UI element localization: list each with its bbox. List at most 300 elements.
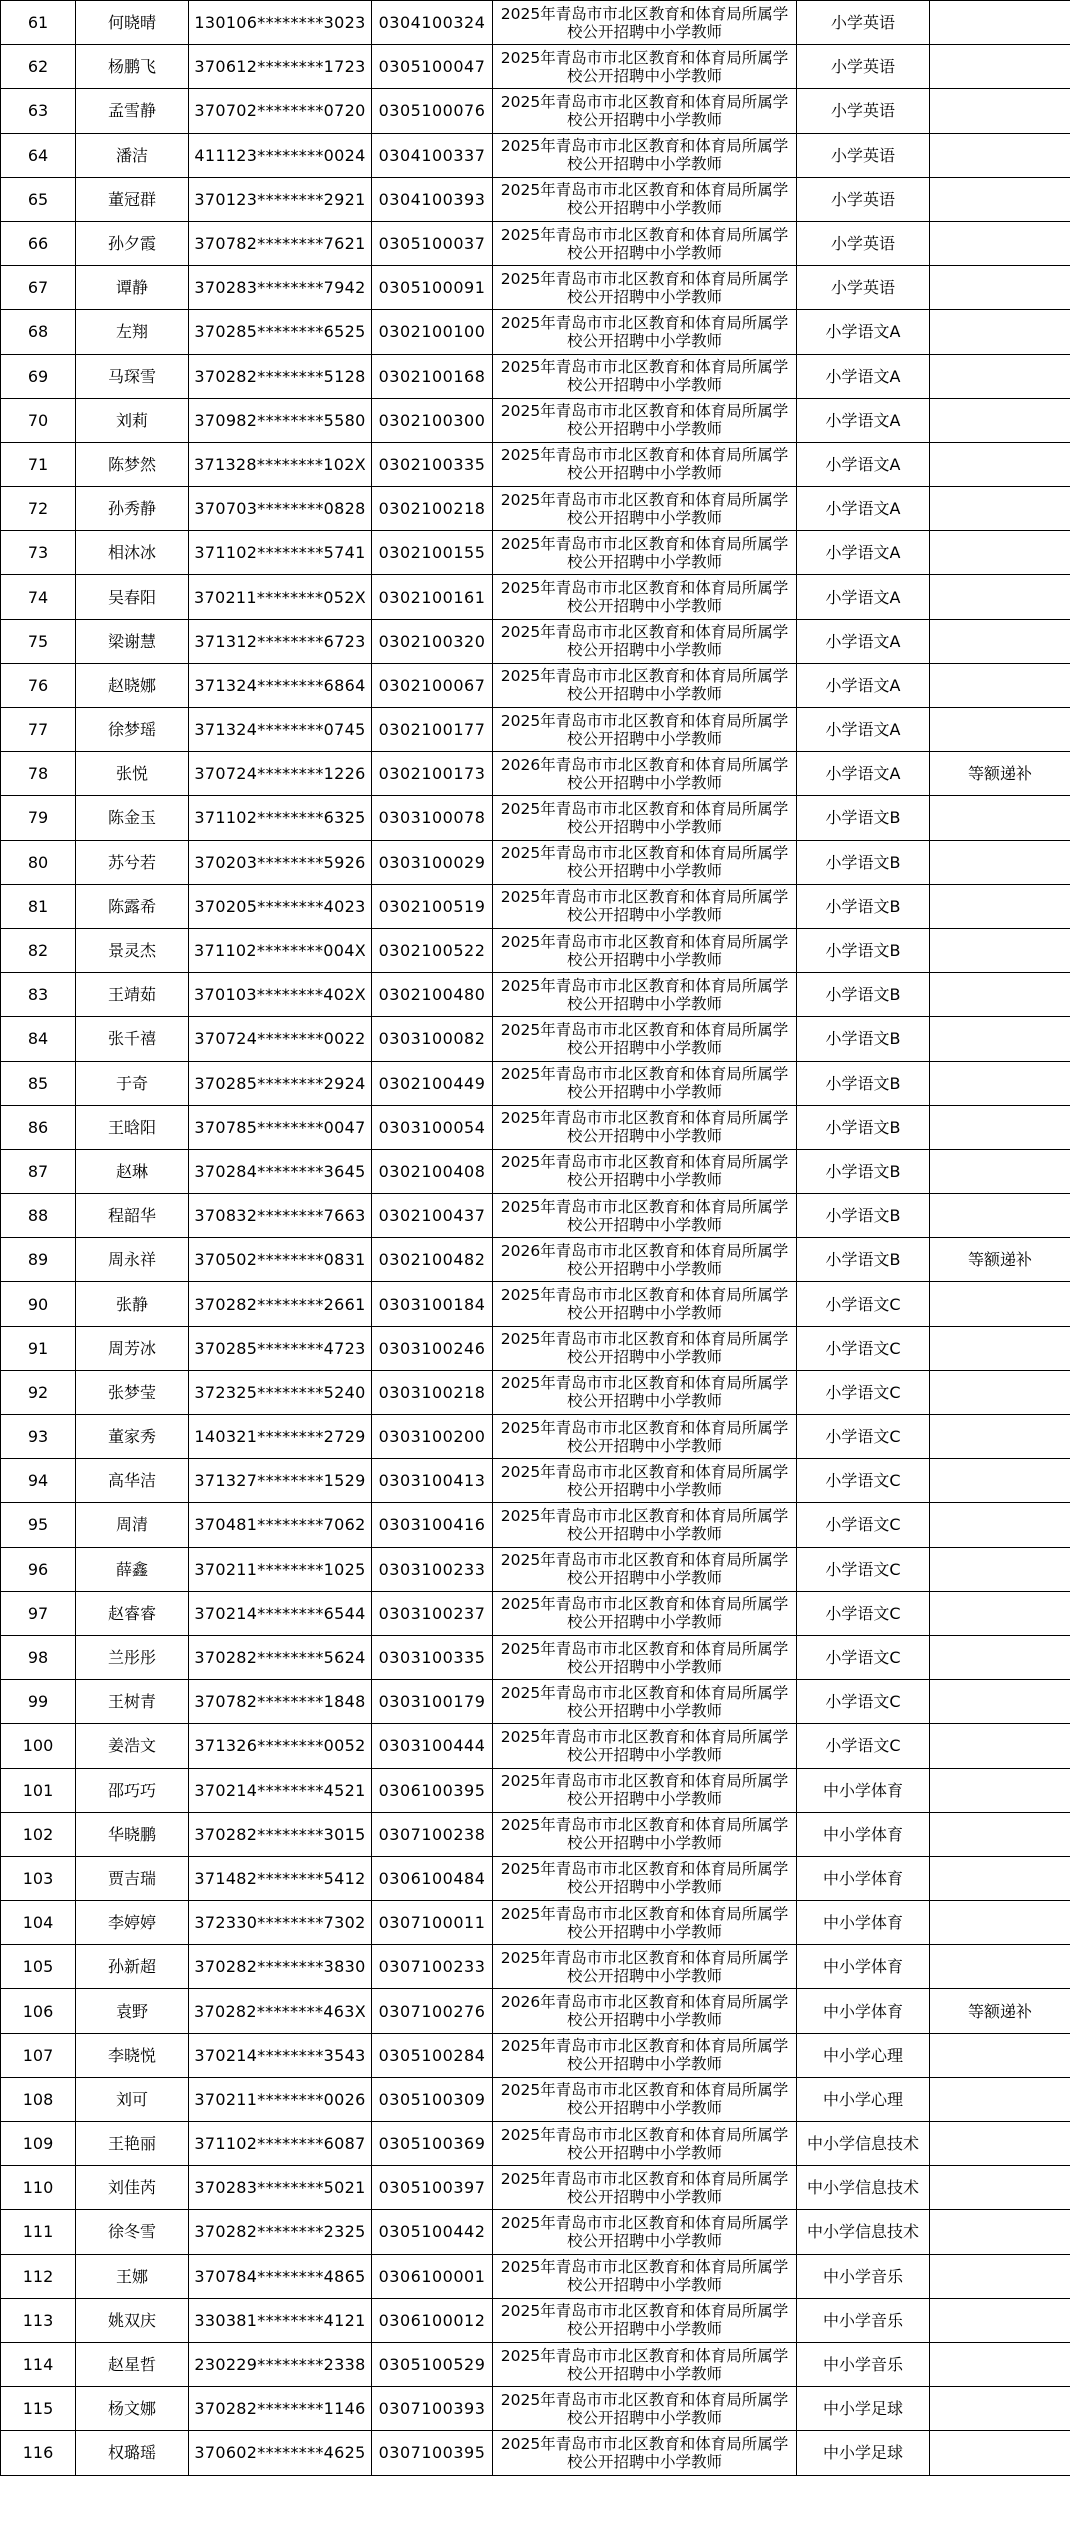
note-cell: [930, 1194, 1070, 1238]
note-cell: [930, 1547, 1070, 1591]
table-row: [1, 2387, 1070, 2431]
id-number-cell: 370283********5021: [189, 2166, 372, 2210]
table-row: [1, 531, 1070, 575]
id-number-cell: 370211********1025: [189, 1547, 372, 1591]
note-cell: [930, 2431, 1070, 2475]
note-cell: [930, 398, 1070, 442]
recruitment-unit-cell: 2025年青岛市市北区教育和体育局所属学校公开招聘中小学教师: [493, 1901, 797, 1945]
candidate-name-cell: 孙夕霞: [76, 221, 189, 265]
recruitment-unit-cell: 2025年青岛市市北区教育和体育局所属学校公开招聘中小学教师: [493, 1194, 797, 1238]
position-cell: 小学语文C: [797, 1503, 930, 1547]
recruitment-unit-cell: 2025年青岛市市北区教育和体育局所属学校公开招聘中小学教师: [493, 2210, 797, 2254]
candidate-name-cell: 左翔: [76, 310, 189, 354]
recruitment-unit-cell: 2025年青岛市市北区教育和体育局所属学校公开招聘中小学教师: [493, 1856, 797, 1900]
recruitment-unit-cell: 2025年青岛市市北区教育和体育局所属学校公开招聘中小学教师: [493, 619, 797, 663]
note-cell: [930, 1, 1070, 45]
row-number-cell: 73: [1, 531, 76, 575]
position-cell: 中小学体育: [797, 1856, 930, 1900]
recruitment-unit-cell: 2025年青岛市市北区教育和体育局所属学校公开招聘中小学教师: [493, 928, 797, 972]
row-number-cell: 72: [1, 487, 76, 531]
note-cell: [930, 1680, 1070, 1724]
table-row: [1, 663, 1070, 707]
row-number-cell: 75: [1, 619, 76, 663]
candidate-name-cell: 梁谢慧: [76, 619, 189, 663]
position-cell: 小学语文B: [797, 884, 930, 928]
note-cell: 等额递补: [930, 752, 1070, 796]
table-row: [1, 1105, 1070, 1149]
recruitment-unit-cell: 2025年青岛市市北区教育和体育局所属学校公开招聘中小学教师: [493, 663, 797, 707]
id-number-cell: 372325********5240: [189, 1370, 372, 1414]
table-row: [1, 1945, 1070, 1989]
position-cell: 小学语文C: [797, 1370, 930, 1414]
id-number-cell: 370784********4865: [189, 2254, 372, 2298]
position-cell: 中小学信息技术: [797, 2122, 930, 2166]
position-cell: 中小学足球: [797, 2387, 930, 2431]
row-number-cell: 84: [1, 1017, 76, 1061]
candidate-name-cell: 王靖茹: [76, 973, 189, 1017]
exam-number-cell: 0303100218: [372, 1370, 493, 1414]
note-cell: 等额递补: [930, 1238, 1070, 1282]
row-number-cell: 98: [1, 1635, 76, 1679]
note-cell: [930, 1812, 1070, 1856]
row-number-cell: 108: [1, 2077, 76, 2121]
recruitment-unit-cell: 2025年青岛市市北区教育和体育局所属学校公开招聘中小学教师: [493, 575, 797, 619]
note-cell: [930, 840, 1070, 884]
table-row: [1, 1680, 1070, 1724]
row-number-cell: 91: [1, 1326, 76, 1370]
candidate-name-cell: 张静: [76, 1282, 189, 1326]
position-cell: 中小学心理: [797, 2077, 930, 2121]
candidate-name-cell: 周清: [76, 1503, 189, 1547]
id-number-cell: 370724********1226: [189, 752, 372, 796]
id-number-cell: 370282********2661: [189, 1282, 372, 1326]
position-cell: 小学语文B: [797, 1017, 930, 1061]
id-number-cell: 370282********3015: [189, 1812, 372, 1856]
exam-number-cell: 0303100335: [372, 1635, 493, 1679]
id-number-cell: 370285********2924: [189, 1061, 372, 1105]
recruitment-unit-cell: 2025年青岛市市北区教育和体育局所属学校公开招聘中小学教师: [493, 1724, 797, 1768]
table-row: [1, 1238, 1070, 1282]
note-cell: [930, 487, 1070, 531]
exam-number-cell: 0303100054: [372, 1105, 493, 1149]
row-number-cell: 100: [1, 1724, 76, 1768]
note-cell: [930, 1459, 1070, 1503]
note-cell: [930, 1017, 1070, 1061]
recruitment-unit-cell: 2025年青岛市市北区教育和体育局所属学校公开招聘中小学教师: [493, 1459, 797, 1503]
recruitment-unit-cell: 2025年青岛市市北区教育和体育局所属学校公开招聘中小学教师: [493, 398, 797, 442]
candidate-name-cell: 李婷婷: [76, 1901, 189, 1945]
recruitment-unit-cell: 2025年青岛市市北区教育和体育局所属学校公开招聘中小学教师: [493, 354, 797, 398]
exam-number-cell: 0305100037: [372, 221, 493, 265]
table-row: [1, 1459, 1070, 1503]
exam-number-cell: 0302100168: [372, 354, 493, 398]
table-row: [1, 752, 1070, 796]
id-number-cell: 370282********2325: [189, 2210, 372, 2254]
exam-number-cell: 0304100393: [372, 177, 493, 221]
recruitment-unit-cell: 2025年青岛市市北区教育和体育局所属学校公开招聘中小学教师: [493, 2077, 797, 2121]
id-number-cell: 372330********7302: [189, 1901, 372, 1945]
exam-number-cell: 0302100408: [372, 1149, 493, 1193]
exam-number-cell: 0303100233: [372, 1547, 493, 1591]
row-number-cell: 106: [1, 1989, 76, 2033]
position-cell: 小学英语: [797, 266, 930, 310]
position-cell: 中小学音乐: [797, 2342, 930, 2386]
row-number-cell: 114: [1, 2342, 76, 2386]
row-number-cell: 96: [1, 1547, 76, 1591]
candidate-name-cell: 相沐冰: [76, 531, 189, 575]
candidate-name-cell: 陈梦然: [76, 442, 189, 486]
row-number-cell: 94: [1, 1459, 76, 1503]
id-number-cell: 370782********1848: [189, 1680, 372, 1724]
recruitment-unit-cell: 2025年青岛市市北区教育和体育局所属学校公开招聘中小学教师: [493, 133, 797, 177]
position-cell: 小学语文A: [797, 398, 930, 442]
row-number-cell: 87: [1, 1149, 76, 1193]
recruitment-unit-cell: 2025年青岛市市北区教育和体育局所属学校公开招聘中小学教师: [493, 531, 797, 575]
table-row: [1, 973, 1070, 1017]
note-cell: [930, 133, 1070, 177]
id-number-cell: 370282********1146: [189, 2387, 372, 2431]
row-number-cell: 83: [1, 973, 76, 1017]
row-number-cell: 65: [1, 177, 76, 221]
note-cell: [930, 1282, 1070, 1326]
candidate-name-cell: 谭静: [76, 266, 189, 310]
note-cell: [930, 1415, 1070, 1459]
row-number-cell: 111: [1, 2210, 76, 2254]
table-row: [1, 1547, 1070, 1591]
exam-number-cell: 0307100393: [372, 2387, 493, 2431]
row-number-cell: 76: [1, 663, 76, 707]
id-number-cell: 370283********7942: [189, 266, 372, 310]
exam-number-cell: 0302100519: [372, 884, 493, 928]
table-row: [1, 2254, 1070, 2298]
table-body: [1, 1, 1070, 2476]
recruitment-unit-cell: 2025年青岛市市北区教育和体育局所属学校公开招聘中小学教师: [493, 221, 797, 265]
row-number-cell: 90: [1, 1282, 76, 1326]
position-cell: 小学语文B: [797, 973, 930, 1017]
note-cell: [930, 1591, 1070, 1635]
table-row: [1, 1415, 1070, 1459]
table-row: [1, 2298, 1070, 2342]
table-row: [1, 266, 1070, 310]
candidate-name-cell: 苏兮若: [76, 840, 189, 884]
id-number-cell: 370612********1723: [189, 45, 372, 89]
candidate-name-cell: 刘佳芮: [76, 2166, 189, 2210]
id-number-cell: 371324********6864: [189, 663, 372, 707]
position-cell: 小学语文B: [797, 1149, 930, 1193]
row-number-cell: 64: [1, 133, 76, 177]
note-cell: [930, 2033, 1070, 2077]
exam-number-cell: 0303100179: [372, 1680, 493, 1724]
exam-number-cell: 0302100335: [372, 442, 493, 486]
row-number-cell: 113: [1, 2298, 76, 2342]
position-cell: 小学语文A: [797, 354, 930, 398]
table-row: [1, 1194, 1070, 1238]
position-cell: 小学英语: [797, 1, 930, 45]
table-row: [1, 487, 1070, 531]
position-cell: 小学语文C: [797, 1459, 930, 1503]
position-cell: 小学语文A: [797, 752, 930, 796]
candidate-name-cell: 程韶华: [76, 1194, 189, 1238]
note-cell: [930, 1724, 1070, 1768]
table-row: [1, 1856, 1070, 1900]
position-cell: 小学语文C: [797, 1635, 930, 1679]
table-row: [1, 89, 1070, 133]
note-cell: [930, 1945, 1070, 1989]
position-cell: 小学语文A: [797, 575, 930, 619]
recruitment-unit-cell: 2026年青岛市市北区教育和体育局所属学校公开招聘中小学教师: [493, 1238, 797, 1282]
exam-number-cell: 0305100309: [372, 2077, 493, 2121]
id-number-cell: 370211********0026: [189, 2077, 372, 2121]
note-cell: [930, 2166, 1070, 2210]
position-cell: 小学语文C: [797, 1326, 930, 1370]
recruitment-unit-cell: 2025年青岛市市北区教育和体育局所属学校公开招聘中小学教师: [493, 442, 797, 486]
table-row: [1, 2342, 1070, 2386]
id-number-cell: 370703********0828: [189, 487, 372, 531]
id-number-cell: 370602********4625: [189, 2431, 372, 2475]
note-cell: [930, 310, 1070, 354]
position-cell: 小学语文C: [797, 1680, 930, 1724]
note-cell: [930, 2342, 1070, 2386]
note-cell: [930, 1856, 1070, 1900]
row-number-cell: 112: [1, 2254, 76, 2298]
recruitment-unit-cell: 2025年青岛市市北区教育和体育局所属学校公开招聘中小学教师: [493, 89, 797, 133]
row-number-cell: 78: [1, 752, 76, 796]
exam-number-cell: 0304100324: [372, 1, 493, 45]
candidate-name-cell: 周永祥: [76, 1238, 189, 1282]
recruitment-unit-cell: 2025年青岛市市北区教育和体育局所属学校公开招聘中小学教师: [493, 1282, 797, 1326]
position-cell: 中小学体育: [797, 1768, 930, 1812]
position-cell: 小学语文C: [797, 1724, 930, 1768]
exam-number-cell: 0305100397: [372, 2166, 493, 2210]
table-row: [1, 1, 1070, 45]
position-cell: 中小学足球: [797, 2431, 930, 2475]
position-cell: 中小学体育: [797, 1989, 930, 2033]
candidate-name-cell: 姜浩文: [76, 1724, 189, 1768]
recruitment-unit-cell: 2025年青岛市市北区教育和体育局所属学校公开招聘中小学教师: [493, 1061, 797, 1105]
id-number-cell: 371482********5412: [189, 1856, 372, 1900]
exam-number-cell: 0302100300: [372, 398, 493, 442]
id-number-cell: 330381********4121: [189, 2298, 372, 2342]
table-row: [1, 1326, 1070, 1370]
row-number-cell: 109: [1, 2122, 76, 2166]
position-cell: 小学语文A: [797, 487, 930, 531]
row-number-cell: 95: [1, 1503, 76, 1547]
table-row: [1, 1149, 1070, 1193]
recruitment-unit-cell: 2025年青岛市市北区教育和体育局所属学校公开招聘中小学教师: [493, 1591, 797, 1635]
note-cell: [930, 1503, 1070, 1547]
row-number-cell: 110: [1, 2166, 76, 2210]
note-cell: [930, 221, 1070, 265]
row-number-cell: 70: [1, 398, 76, 442]
recruitment-unit-cell: 2025年青岛市市北区教育和体育局所属学校公开招聘中小学教师: [493, 796, 797, 840]
position-cell: 小学英语: [797, 45, 930, 89]
table-row: [1, 221, 1070, 265]
exam-number-cell: 0302100067: [372, 663, 493, 707]
position-cell: 中小学信息技术: [797, 2210, 930, 2254]
row-number-cell: 86: [1, 1105, 76, 1149]
candidate-name-cell: 姚双庆: [76, 2298, 189, 2342]
id-number-cell: 370481********7062: [189, 1503, 372, 1547]
table-row: [1, 708, 1070, 752]
candidate-name-cell: 陈金玉: [76, 796, 189, 840]
id-number-cell: 370214********3543: [189, 2033, 372, 2077]
recruitment-unit-cell: 2025年青岛市市北区教育和体育局所属学校公开招聘中小学教师: [493, 177, 797, 221]
note-cell: [930, 89, 1070, 133]
row-number-cell: 80: [1, 840, 76, 884]
candidate-name-cell: 孙新超: [76, 1945, 189, 1989]
row-number-cell: 97: [1, 1591, 76, 1635]
position-cell: 小学语文A: [797, 708, 930, 752]
exam-number-cell: 0306100001: [372, 2254, 493, 2298]
candidate-name-cell: 何晓晴: [76, 1, 189, 45]
id-number-cell: 370502********0831: [189, 1238, 372, 1282]
note-cell: [930, 619, 1070, 663]
row-number-cell: 104: [1, 1901, 76, 1945]
candidate-name-cell: 高华洁: [76, 1459, 189, 1503]
row-number-cell: 93: [1, 1415, 76, 1459]
position-cell: 小学语文A: [797, 531, 930, 575]
row-number-cell: 99: [1, 1680, 76, 1724]
id-number-cell: 371102********6087: [189, 2122, 372, 2166]
candidate-name-cell: 潘洁: [76, 133, 189, 177]
note-cell: [930, 973, 1070, 1017]
note-cell: [930, 531, 1070, 575]
candidate-name-cell: 邵巧巧: [76, 1768, 189, 1812]
note-cell: [930, 2077, 1070, 2121]
recruitment-unit-cell: 2026年青岛市市北区教育和体育局所属学校公开招聘中小学教师: [493, 1989, 797, 2033]
candidate-name-cell: 景灵杰: [76, 928, 189, 972]
candidate-name-cell: 杨鹏飞: [76, 45, 189, 89]
id-number-cell: 370282********5128: [189, 354, 372, 398]
exam-number-cell: 0303100184: [372, 1282, 493, 1326]
note-cell: [930, 354, 1070, 398]
id-number-cell: 370702********0720: [189, 89, 372, 133]
id-number-cell: 370282********3830: [189, 1945, 372, 1989]
candidate-name-cell: 王晗阳: [76, 1105, 189, 1149]
table-row: [1, 2210, 1070, 2254]
position-cell: 小学英语: [797, 89, 930, 133]
position-cell: 小学语文B: [797, 840, 930, 884]
table-row: [1, 1503, 1070, 1547]
table-row: [1, 442, 1070, 486]
position-cell: 小学语文B: [797, 928, 930, 972]
exam-number-cell: 0302100480: [372, 973, 493, 1017]
recruitment-unit-cell: 2025年青岛市市北区教育和体育局所属学校公开招聘中小学教师: [493, 1017, 797, 1061]
table-row: [1, 1724, 1070, 1768]
note-cell: [930, 663, 1070, 707]
row-number-cell: 66: [1, 221, 76, 265]
recruitment-unit-cell: 2025年青岛市市北区教育和体育局所属学校公开招聘中小学教师: [493, 2387, 797, 2431]
table-row: [1, 354, 1070, 398]
candidate-name-cell: 杨文娜: [76, 2387, 189, 2431]
exam-number-cell: 0302100173: [372, 752, 493, 796]
candidate-name-cell: 周芳冰: [76, 1326, 189, 1370]
id-number-cell: 411123********0024: [189, 133, 372, 177]
row-number-cell: 82: [1, 928, 76, 972]
table-row: [1, 2431, 1070, 2475]
exam-number-cell: 0305100091: [372, 266, 493, 310]
note-cell: [930, 1326, 1070, 1370]
note-cell: [930, 1105, 1070, 1149]
position-cell: 小学语文C: [797, 1415, 930, 1459]
position-cell: 中小学音乐: [797, 2298, 930, 2342]
table-row: [1, 2033, 1070, 2077]
candidate-name-cell: 董家秀: [76, 1415, 189, 1459]
recruitment-unit-cell: 2025年青岛市市北区教育和体育局所属学校公开招聘中小学教师: [493, 2298, 797, 2342]
candidate-name-cell: 薛鑫: [76, 1547, 189, 1591]
candidate-name-cell: 徐梦瑶: [76, 708, 189, 752]
exam-number-cell: 0302100155: [372, 531, 493, 575]
exam-number-cell: 0302100437: [372, 1194, 493, 1238]
candidate-name-cell: 张悦: [76, 752, 189, 796]
candidate-name-cell: 董冠群: [76, 177, 189, 221]
candidate-name-cell: 袁野: [76, 1989, 189, 2033]
exam-number-cell: 0303100416: [372, 1503, 493, 1547]
position-cell: 小学语文B: [797, 1238, 930, 1282]
note-cell: [930, 45, 1070, 89]
row-number-cell: 67: [1, 266, 76, 310]
id-number-cell: 371327********1529: [189, 1459, 372, 1503]
id-number-cell: 370724********0022: [189, 1017, 372, 1061]
exam-number-cell: 0306100484: [372, 1856, 493, 1900]
recruitment-unit-cell: 2025年青岛市市北区教育和体育局所属学校公开招聘中小学教师: [493, 1149, 797, 1193]
table-row: [1, 310, 1070, 354]
recruitment-unit-cell: 2025年青岛市市北区教育和体育局所属学校公开招聘中小学教师: [493, 708, 797, 752]
id-number-cell: 370832********7663: [189, 1194, 372, 1238]
note-cell: [930, 2298, 1070, 2342]
position-cell: 小学语文A: [797, 619, 930, 663]
id-number-cell: 370103********402X: [189, 973, 372, 1017]
recruitment-unit-cell: 2026年青岛市市北区教育和体育局所属学校公开招聘中小学教师: [493, 752, 797, 796]
note-cell: [930, 928, 1070, 972]
exam-number-cell: 0302100522: [372, 928, 493, 972]
candidate-name-cell: 赵晓娜: [76, 663, 189, 707]
id-number-cell: 370285********4723: [189, 1326, 372, 1370]
id-number-cell: 370203********5926: [189, 840, 372, 884]
id-number-cell: 371102********5741: [189, 531, 372, 575]
recruitment-unit-cell: 2025年青岛市市北区教育和体育局所属学校公开招聘中小学教师: [493, 884, 797, 928]
id-number-cell: 371326********0052: [189, 1724, 372, 1768]
candidate-name-cell: 徐冬雪: [76, 2210, 189, 2254]
table-row: [1, 1635, 1070, 1679]
exam-number-cell: 0307100011: [372, 1901, 493, 1945]
position-cell: 小学英语: [797, 221, 930, 265]
id-number-cell: 140321********2729: [189, 1415, 372, 1459]
note-cell: [930, 1768, 1070, 1812]
position-cell: 小学语文C: [797, 1282, 930, 1326]
note-cell: [930, 2210, 1070, 2254]
exam-number-cell: 0305100284: [372, 2033, 493, 2077]
position-cell: 小学语文C: [797, 1591, 930, 1635]
exam-number-cell: 0304100337: [372, 133, 493, 177]
position-cell: 小学语文C: [797, 1547, 930, 1591]
note-cell: [930, 884, 1070, 928]
id-number-cell: 370211********052X: [189, 575, 372, 619]
position-cell: 小学语文A: [797, 310, 930, 354]
row-number-cell: 105: [1, 1945, 76, 1989]
position-cell: 小学语文B: [797, 1105, 930, 1149]
position-cell: 中小学心理: [797, 2033, 930, 2077]
exam-number-cell: 0307100276: [372, 1989, 493, 2033]
exam-number-cell: 0303100237: [372, 1591, 493, 1635]
note-cell: [930, 177, 1070, 221]
candidate-name-cell: 华晓鹏: [76, 1812, 189, 1856]
candidate-name-cell: 于奇: [76, 1061, 189, 1105]
table-row: [1, 619, 1070, 663]
recruitment-unit-cell: 2025年青岛市市北区教育和体育局所属学校公开招聘中小学教师: [493, 1547, 797, 1591]
table-row: [1, 928, 1070, 972]
candidate-name-cell: 赵琳: [76, 1149, 189, 1193]
